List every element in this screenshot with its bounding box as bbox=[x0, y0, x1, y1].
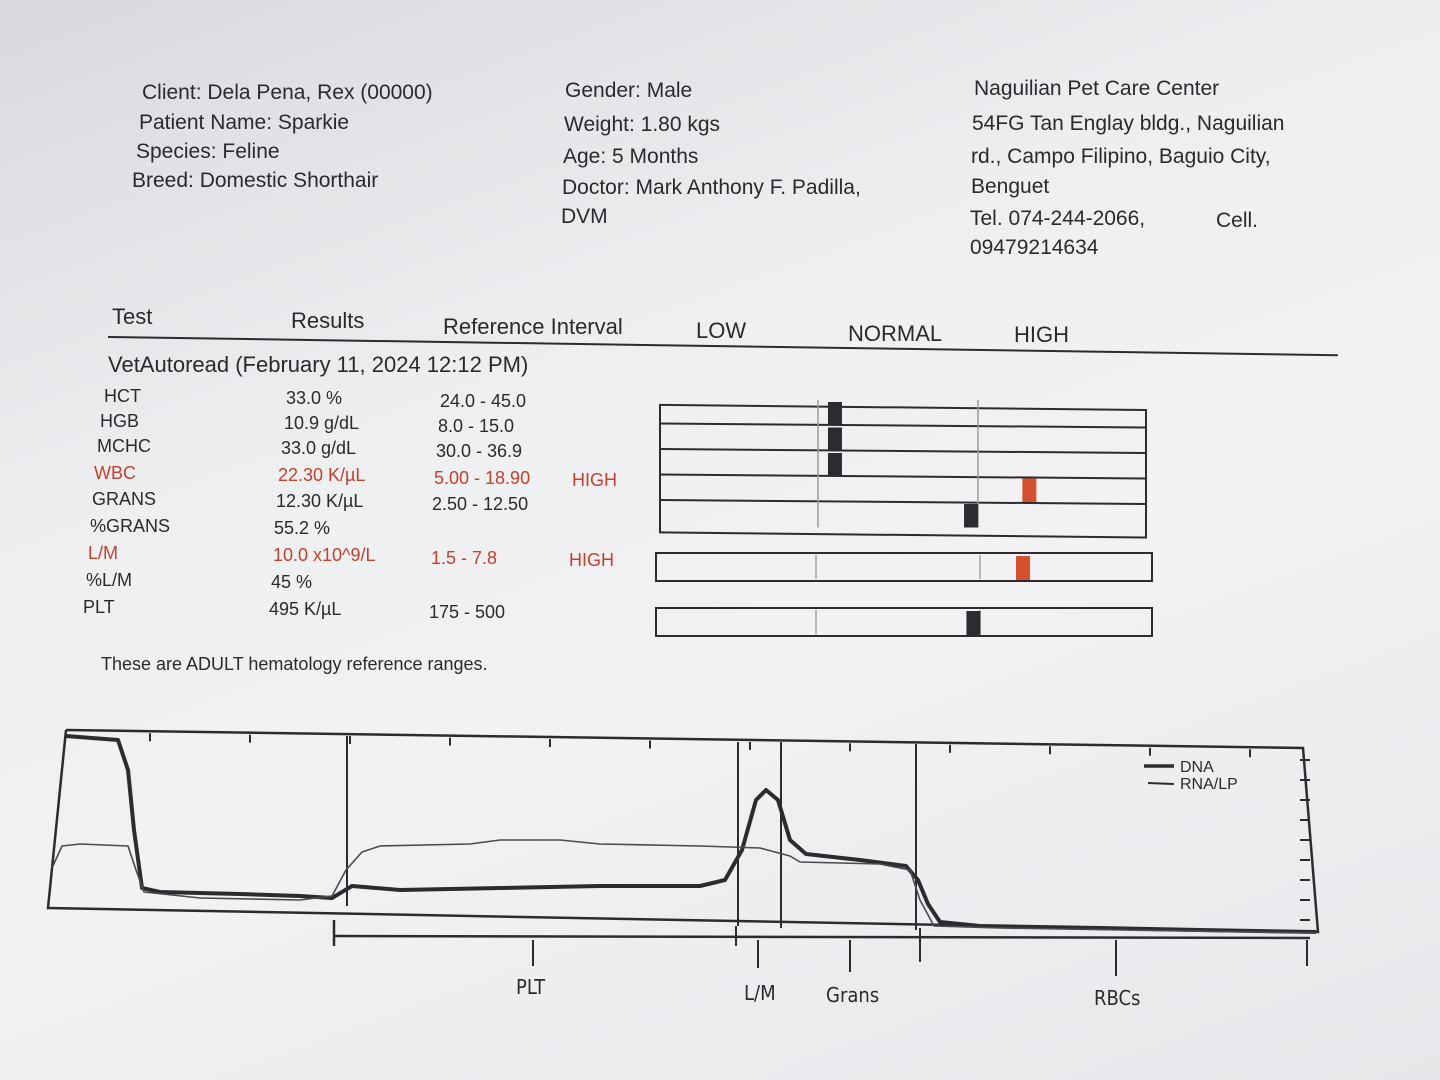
clinic-cell-label: Cell. bbox=[1216, 209, 1259, 232]
range-marker bbox=[828, 402, 842, 426]
row-test-name: GRANS bbox=[92, 489, 157, 509]
region-label-plt: PLT bbox=[516, 975, 546, 999]
row-test-name: MCHC bbox=[97, 436, 151, 456]
row-reference: 175 - 500 bbox=[429, 602, 506, 622]
clinic-cell: 09479214634 bbox=[970, 236, 1099, 259]
species-line: Species: Feline bbox=[136, 140, 280, 163]
range-row-divider bbox=[660, 500, 1146, 504]
row-flag: HIGH bbox=[569, 550, 614, 570]
clinic-tel: Tel. 074-244-2066, bbox=[970, 207, 1146, 230]
col-normal: NORMAL bbox=[848, 321, 943, 346]
region-label-lm: L/M bbox=[744, 981, 776, 1005]
range-row-divider bbox=[660, 424, 1146, 428]
histogram bbox=[0, 700, 1440, 1060]
dna-curve bbox=[66, 736, 1316, 932]
range-marker bbox=[1022, 479, 1036, 503]
clinic-name: Naguilian Pet Care Center bbox=[974, 77, 1220, 100]
col-reference: Reference Interval bbox=[443, 314, 623, 339]
row-test-name: %L/M bbox=[86, 570, 133, 590]
range-bar bbox=[656, 608, 1152, 636]
range-marker bbox=[828, 453, 842, 477]
col-test: Test bbox=[112, 304, 153, 329]
row-flag: HIGH bbox=[572, 470, 617, 490]
row-test-name: %GRANS bbox=[90, 516, 171, 536]
row-result: 12.30 K/µL bbox=[276, 491, 364, 511]
legend-rna-lp-swatch bbox=[1148, 783, 1174, 784]
clinic-address-1: 54FG Tan Englay bldg., Naguilian bbox=[972, 112, 1285, 135]
range-marker bbox=[966, 611, 980, 635]
row-result: 495 K/µL bbox=[269, 599, 342, 619]
region-label-rbcs: RBCs bbox=[1094, 986, 1141, 1010]
range-marker bbox=[1016, 556, 1030, 580]
col-low: LOW bbox=[696, 318, 747, 343]
patient-name-line: Patient Name: Sparkie bbox=[139, 111, 350, 134]
row-test-name: L/M bbox=[88, 543, 119, 563]
region-label-grans: Grans bbox=[826, 983, 880, 1007]
range-row-divider bbox=[660, 475, 1146, 479]
row-reference: 2.50 - 12.50 bbox=[432, 494, 529, 514]
run-title: VetAutoread (February 11, 2024 12:12 PM) bbox=[108, 352, 529, 377]
row-reference: 1.5 - 7.8 bbox=[431, 548, 498, 568]
row-result: 10.9 g/dL bbox=[284, 413, 360, 433]
row-reference: 24.0 - 45.0 bbox=[440, 391, 527, 411]
row-reference: 5.00 - 18.90 bbox=[434, 468, 531, 488]
row-reference: 8.0 - 15.0 bbox=[438, 416, 515, 436]
range-row-divider bbox=[660, 449, 1146, 453]
range-marker bbox=[828, 428, 842, 452]
clinic-address-2: rd., Campo Filipino, Baguio City, bbox=[971, 145, 1271, 168]
footnote: These are ADULT hematology reference ranges. bbox=[101, 654, 488, 674]
row-test-name: WBC bbox=[94, 463, 136, 483]
legend-rna-lp: RNA/LP bbox=[1180, 776, 1238, 793]
row-result: 45 % bbox=[271, 572, 313, 592]
row-result: 33.0 g/dL bbox=[281, 438, 357, 458]
row-reference: 30.0 - 36.9 bbox=[436, 441, 523, 461]
gender-line: Gender: Male bbox=[565, 79, 693, 102]
weight-line: Weight: 1.80 kgs bbox=[564, 113, 721, 136]
doctor-line: Doctor: Mark Anthony F. Padilla, bbox=[562, 176, 861, 199]
range-marker bbox=[964, 504, 978, 528]
col-high: HIGH bbox=[1014, 322, 1069, 347]
row-result: 22.30 K/µL bbox=[278, 465, 366, 485]
row-result: 55.2 % bbox=[274, 518, 331, 538]
histogram-axis bbox=[334, 936, 1310, 938]
row-test-name: PLT bbox=[83, 597, 115, 617]
row-test-name: HCT bbox=[104, 386, 141, 406]
range-bar bbox=[656, 553, 1152, 581]
row-result: 33.0 % bbox=[286, 388, 343, 408]
breed-line: Breed: Domestic Shorthair bbox=[132, 169, 379, 192]
row-result: 10.0 x10^9/L bbox=[273, 545, 376, 565]
client-line: Client: Dela Pena, Rex (00000) bbox=[142, 81, 433, 104]
legend-dna: DNA bbox=[1180, 759, 1214, 776]
histogram-frame bbox=[48, 730, 1318, 932]
row-test-name: HGB bbox=[100, 411, 140, 431]
age-line: Age: 5 Months bbox=[563, 145, 699, 168]
clinic-address-3: Benguet bbox=[971, 175, 1050, 198]
doctor-title-line: DVM bbox=[561, 205, 608, 228]
col-results: Results bbox=[291, 308, 365, 333]
